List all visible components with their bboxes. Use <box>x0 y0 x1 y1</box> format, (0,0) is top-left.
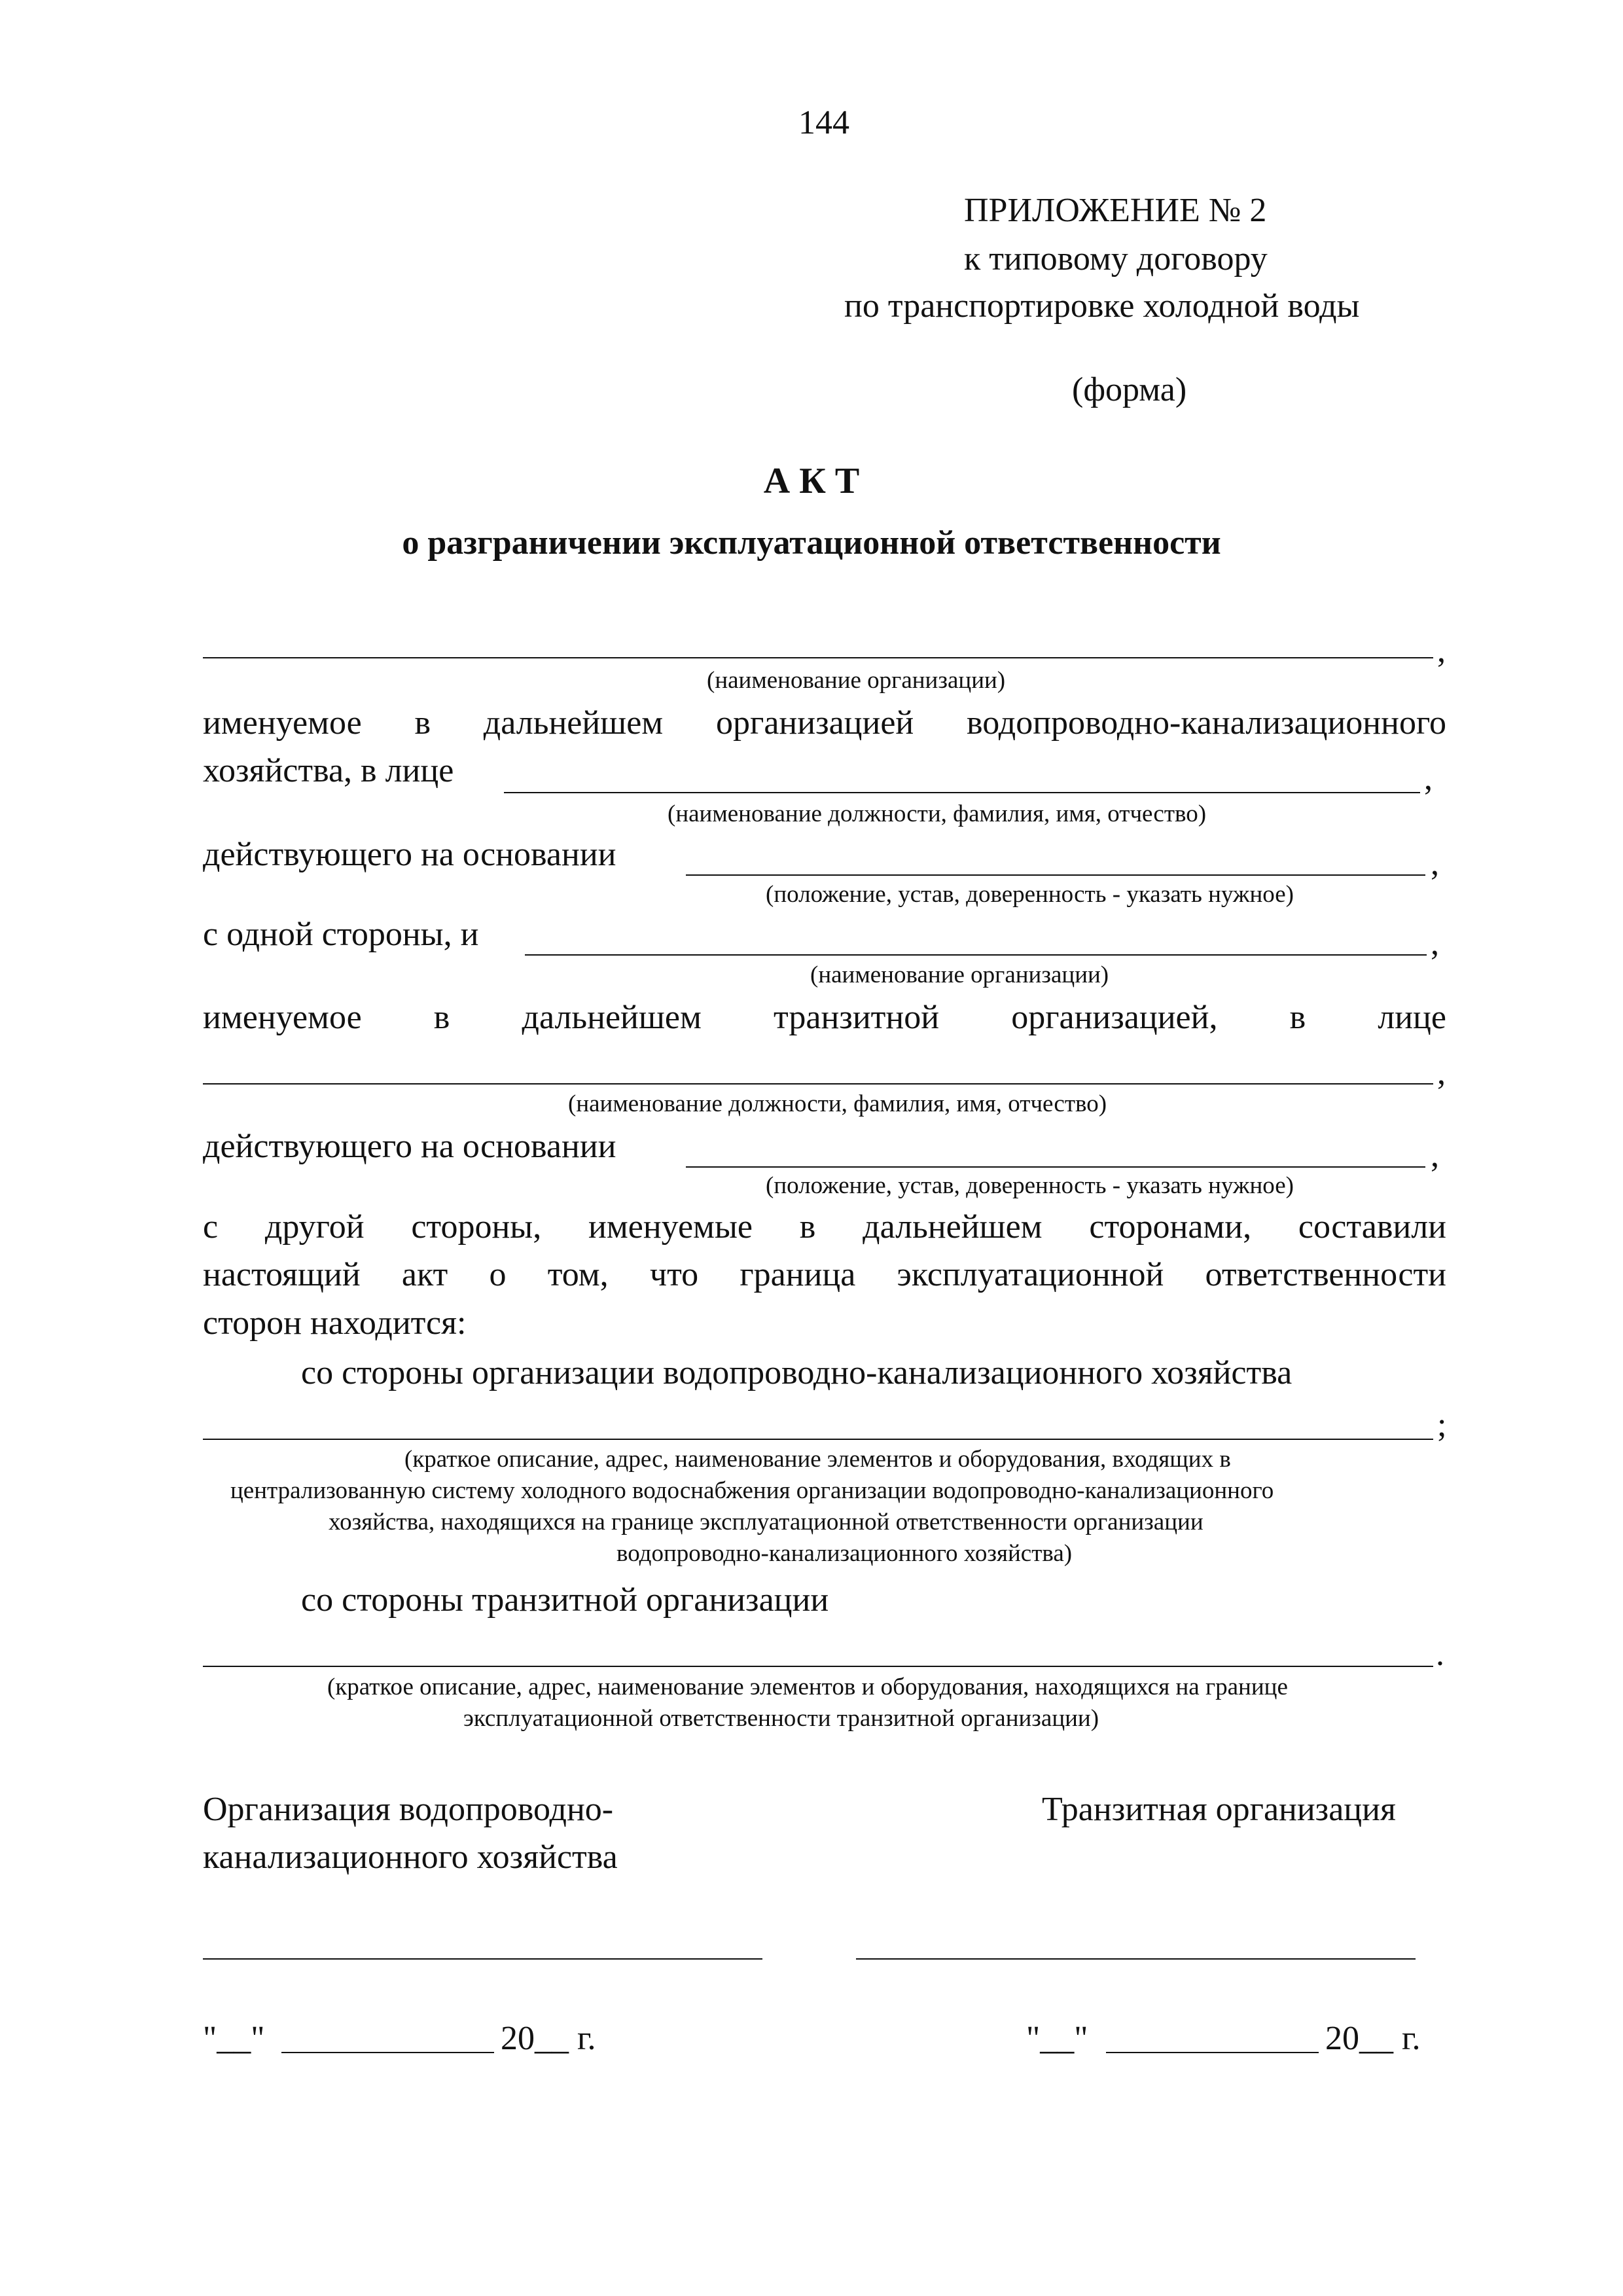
date-left-month-line <box>281 2052 494 2053</box>
position-name-line <box>504 792 1420 793</box>
word: лице <box>1378 999 1446 1036</box>
comma: , <box>1424 760 1433 797</box>
caption-org-name: (наименование организации) <box>707 667 1006 694</box>
text-vk-side: со стороны организации водопроводно-канализационного хозяйства <box>301 1354 1293 1391</box>
appendix-line-2: по транспортировке холодной воды <box>844 287 1360 325</box>
text-acting-basis-2: действующего на основании <box>203 1128 616 1165</box>
basis-line-2 <box>686 1166 1425 1168</box>
text-other-side-3: сторон находится: <box>203 1304 467 1342</box>
text-transit-side: со стороны транзитной организации <box>301 1581 829 1619</box>
signature-left-label-2: канализационного хозяйства <box>203 1839 618 1876</box>
caption-vk-desc-3: хозяйства, находящихся на границе эксплуатационной ответственности организации <box>329 1509 1204 1535</box>
appendix-title: ПРИЛОЖЕНИЕ № 2 <box>964 192 1267 229</box>
date-left-quotes: "__" <box>203 2020 265 2057</box>
vk-desc-line <box>203 1439 1433 1440</box>
text-other-side-2: настоящий акт о том, что граница эксплуатационной ответственности <box>203 1256 1446 1293</box>
page-number: 144 <box>798 104 849 141</box>
semicolon: ; <box>1437 1407 1447 1444</box>
signature-left-label-1: Организация водопроводно- <box>203 1791 614 1828</box>
signature-right-label: Транзитная организация <box>1042 1791 1396 1828</box>
comma: , <box>1431 1137 1439 1174</box>
caption-basis-2: (положение, устав, доверенность - указать нужное) <box>766 1172 1294 1199</box>
text-acting-basis: действующего на основании <box>203 836 616 873</box>
date-right-quotes: "__" <box>1026 2020 1088 2057</box>
text-named-transit <box>203 998 1446 1037</box>
word: в <box>1289 999 1306 1036</box>
appendix-line-1: к типовому договору <box>964 240 1268 278</box>
text-named-vk: именуемое в дальнейшем организацией водопроводно-канализационного <box>203 704 1446 742</box>
comma: , <box>1437 1054 1446 1092</box>
comma: , <box>1437 632 1446 670</box>
comma: , <box>1431 845 1439 882</box>
date-right-month-line <box>1106 2052 1319 2053</box>
word: транзитной <box>774 999 940 1036</box>
signature-line-right <box>856 1958 1416 1960</box>
form-label: (форма) <box>1072 371 1187 408</box>
act-subtitle: о разграничении эксплуатационной ответственности <box>402 524 1221 562</box>
position-name-line-2 <box>203 1083 1433 1085</box>
caption-basis: (положение, устав, доверенность - указать нужное) <box>766 881 1294 908</box>
word: именуемое <box>203 999 362 1036</box>
caption-position-name: (наименование должности, фамилия, имя, отчество) <box>668 800 1207 827</box>
act-title: А К Т <box>763 461 860 501</box>
date-right-year: 20__ г. <box>1325 2020 1421 2057</box>
transit-desc-line <box>203 1666 1433 1667</box>
caption-vk-desc-1: (краткое описание, адрес, наименование элементов и оборудования, входящих в <box>404 1446 1231 1473</box>
caption-vk-desc-4: водопроводно-канализационного хозяйства) <box>616 1540 1073 1567</box>
signature-line-left <box>203 1958 762 1960</box>
word: организацией, <box>1011 999 1218 1036</box>
org-name-line <box>203 657 1433 658</box>
caption-transit-desc-2: эксплуатационной ответственности транзитной организации) <box>463 1705 1099 1732</box>
caption-transit-desc-1: (краткое описание, адрес, наименование элементов и оборудования, находящихся на границе <box>327 1674 1288 1700</box>
basis-line <box>686 874 1425 876</box>
caption-position-name-2: (наименование должности, фамилия, имя, отчество) <box>568 1090 1107 1117</box>
text-in-person: хозяйства, в лице <box>203 752 454 789</box>
text-one-side: с одной стороны, и <box>203 916 479 953</box>
period: . <box>1436 1636 1444 1673</box>
text-other-side-1: с другой стороны, именуемые в дальнейшем сторонами, составили <box>203 1208 1446 1246</box>
date-left-year: 20__ г. <box>501 2020 596 2057</box>
caption-vk-desc-2: централизованную систему холодного водоснабжения организации водопроводно-канализационного <box>230 1477 1274 1504</box>
caption-org-name-2: (наименование организации) <box>810 961 1109 988</box>
word: в <box>433 999 450 1036</box>
org-name-line-2 <box>525 954 1427 956</box>
comma: , <box>1431 925 1439 962</box>
word: дальнейшем <box>522 999 702 1036</box>
